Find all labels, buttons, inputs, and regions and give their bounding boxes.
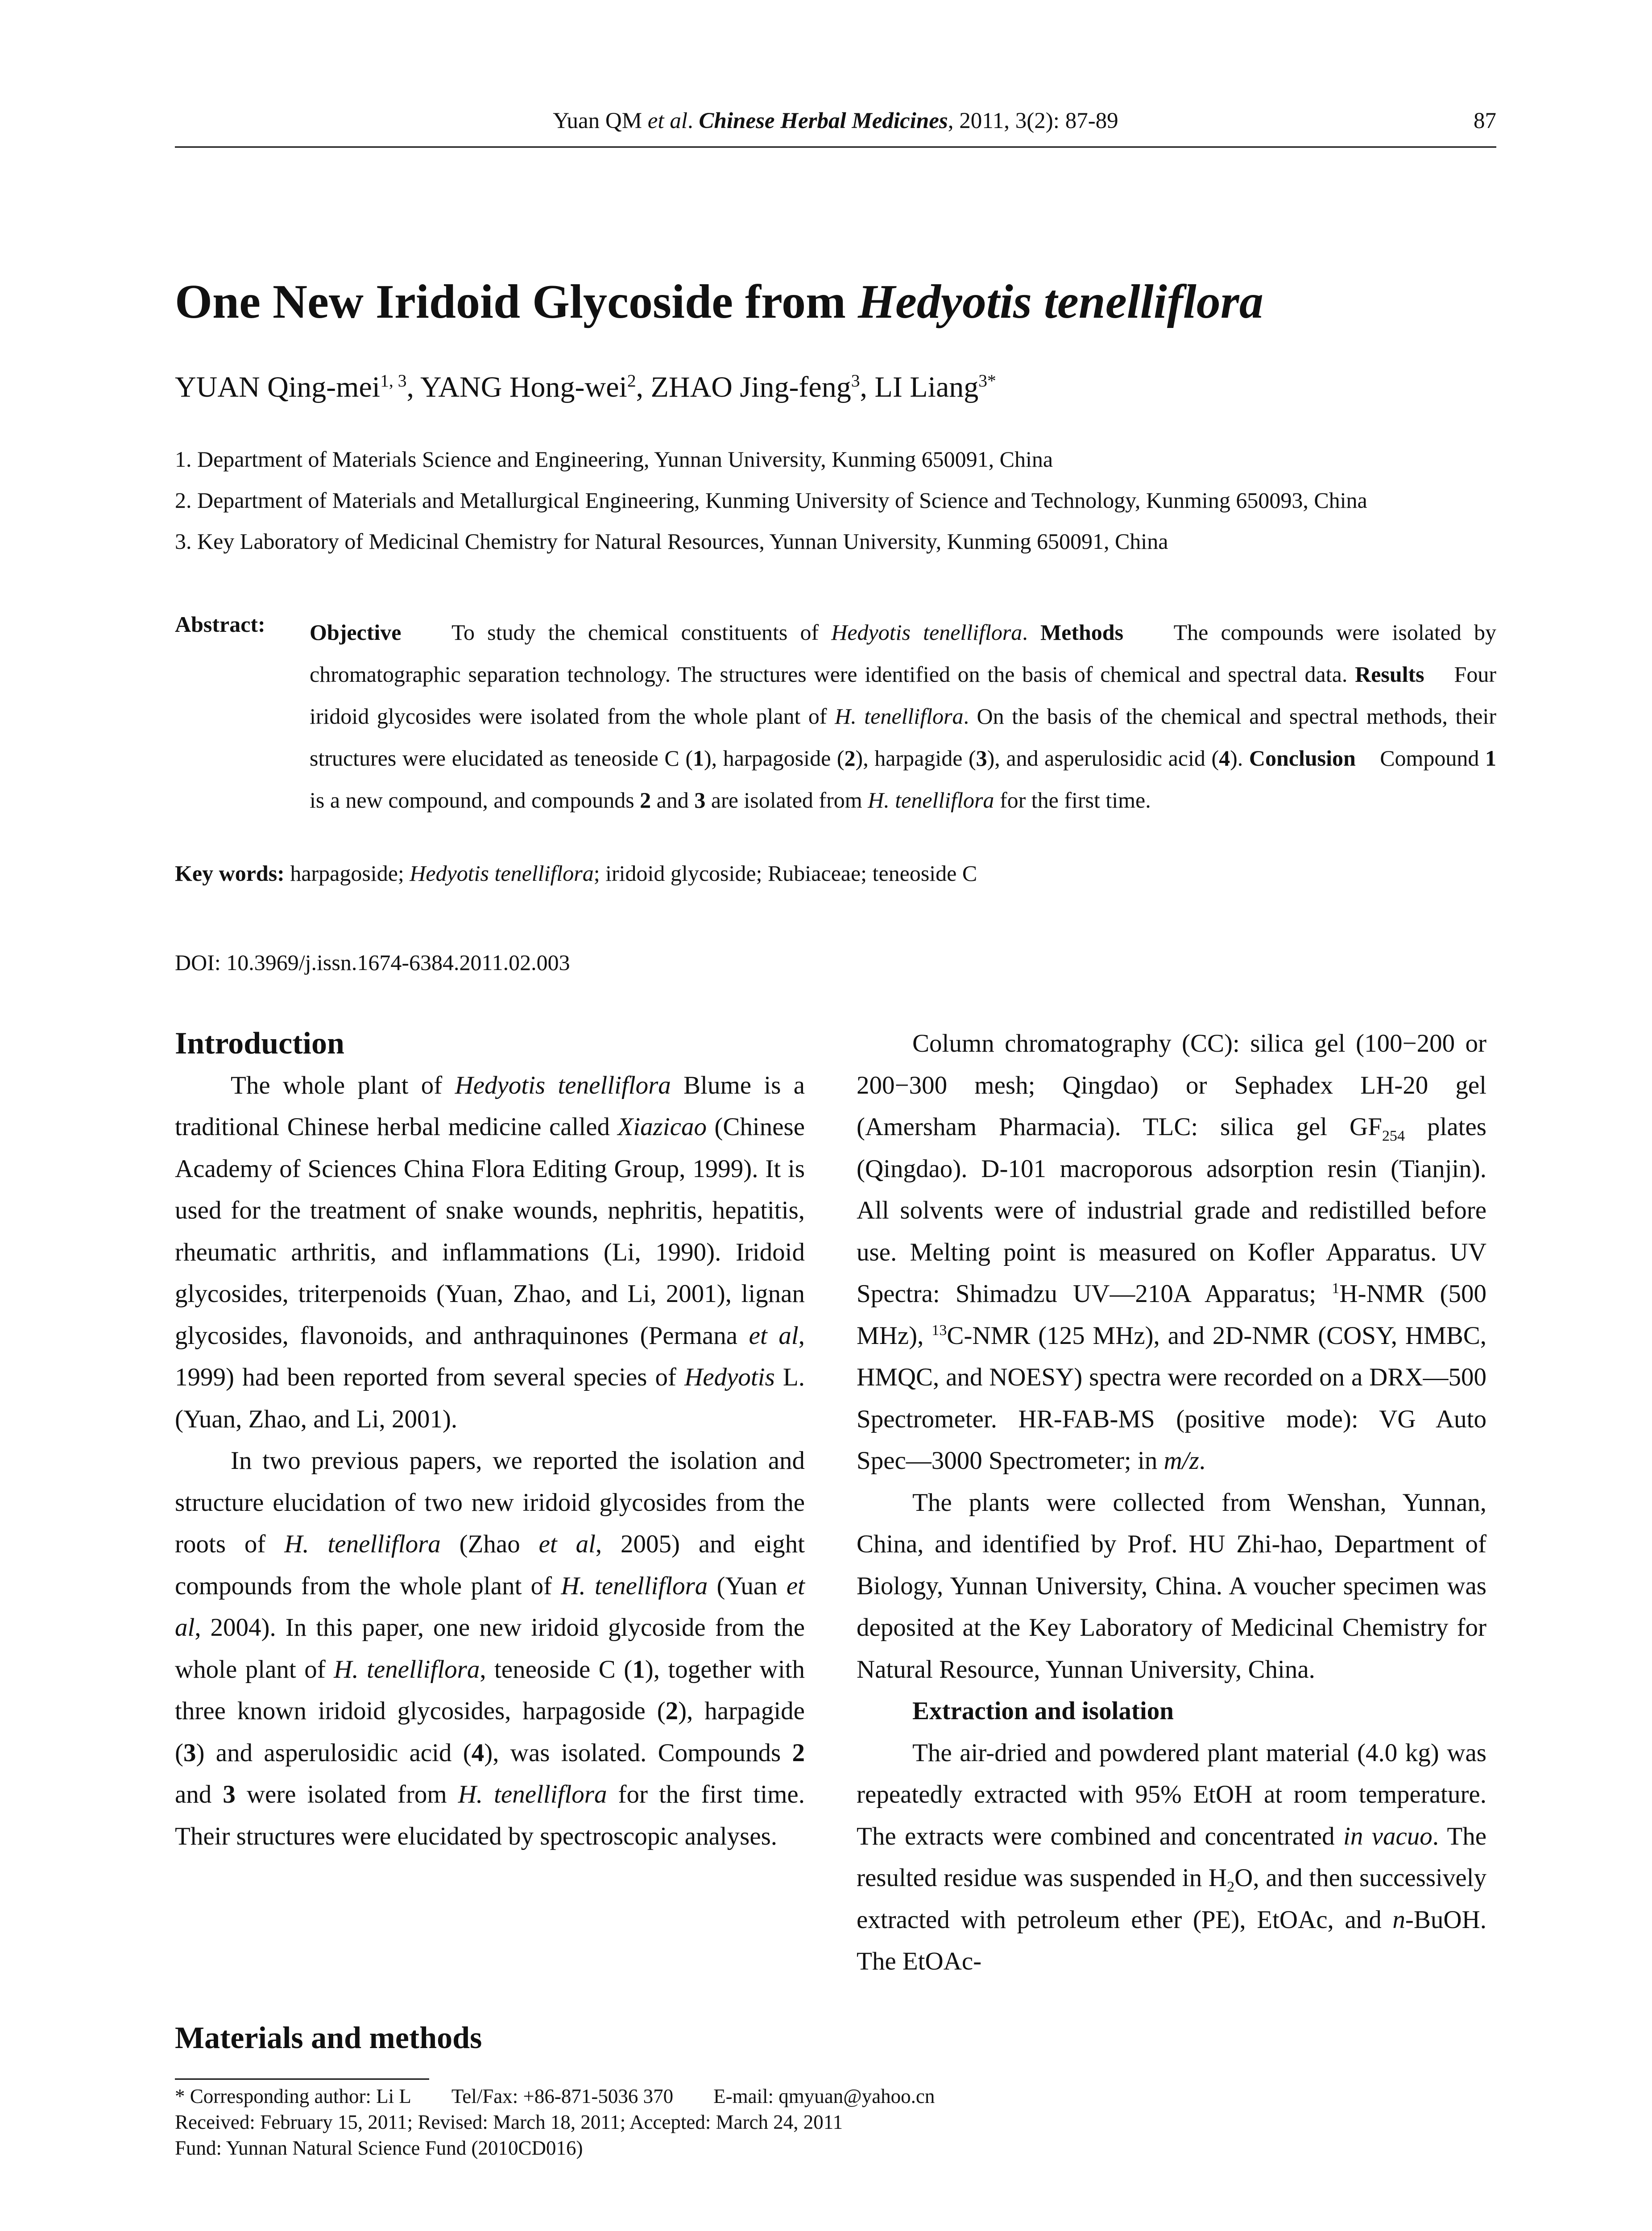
footnote-received: Received: February 15, 2011; Revised: March 18, 2011; Accepted: March 24, 2011 (175, 2111, 843, 2133)
intro-paragraph-1: The whole plant of Hedyotis tenelliflora Blume is a traditional Chinese herbal medicine called Xiazicao (Chinese Academy of Sciences China Flora Editing Group, 1999). It is used for the treatment of snake wounds, nephritis, hepatitis, rheumatic arthritis, and inflammations (Li, 1990). Iridoid glycosides, triterpenoids (Yuan, Zhao, and Li, 2001), lignan glycosides, flavonoids, and anthraquinones (Permana et al, 1999) had been reported from several species of Hedyotis L. (Yuan, Zhao, and Li, 2001). (175, 1071, 805, 1433)
extraction-heading: Extraction and isolation (912, 1697, 1174, 1725)
author: LI Liang$^{3*}$ (874, 371, 996, 403)
keywords: Key words: harpagoside; Hedyotis tenelliflora; iridoid glycoside; Rubiaceae; teneoside C (175, 861, 977, 886)
affiliation: 3. Key Laboratory of Medicinal Chemistry for Natural Resources, Yunnan University, Kunming 650091, China (175, 529, 1168, 554)
author-list (175, 370, 1496, 404)
introduction-heading: Introduction (175, 1026, 344, 1061)
methods-paragraph-2: The plants were collected from Wenshan, Yunnan, China, and identified by Prof. HU Zhi-hao, Department of Biology, Yunnan University, China. A voucher specimen was deposited at the Key Laboratory of Medicinal Chemistry for Natural Resource, Yunnan University, China. (857, 1488, 1486, 1684)
author: ZHAO Jing-feng$^3$, (650, 371, 875, 403)
left-column (175, 1023, 805, 1857)
journal-name: Chinese Herbal Medicines (699, 108, 948, 133)
right-column (857, 1023, 1486, 1982)
footnote-fund: Fund: Yunnan Natural Science Fund (2010CD016) (175, 2137, 583, 2159)
intro-paragraph-2: In two previous papers, we reported the isolation and structure elucidation of two new iridoid glycosides from the roots of H. tenelliflora (Zhao et al, 2005) and eight compounds from the whole plant of H. tenelliflora (Yuan et al, 2004). In this paper, one new iridoid glycoside from the whole plant of H. tenelliflora, teneoside C (1), together with three known iridoid glycosides, harpagoside (2), harpagide (3) and asperulosidic acid (4), was isolated. Compounds 2 and 3 were isolated from H. tenelliflora for the first time. Their structures were elucidated by spectroscopic analyses. (175, 1447, 805, 1850)
abstract-label: Abstract: (175, 612, 265, 637)
affiliation: 2. Department of Materials and Metallurgical Engineering, Kunming University of Science and Technology, Kunming 650093, China (175, 488, 1367, 513)
extraction-paragraph: The air-dried and powdered plant material (4.0 kg) was repeatedly extracted with 95% EtOH at room temperature. The extracts were combined and concentrated in vacuo. The resulted residue was suspended in $H_2O$, and then successively extracted with petroleum ether (PE), EtOAc, and n-BuOH. The EtOAc- (857, 1738, 1486, 1975)
running-head: Yuan QM et al. Chinese Herbal Medicines, 2011, 3(2): 87-89 (553, 108, 1118, 133)
page-number: 87 (1474, 108, 1496, 133)
title-species: Hedyotis tenelliflora (857, 275, 1263, 328)
methods-paragraph-1: Column chromatography (CC): silica gel (100−200 or 200−300 mesh; Qingdao) or Sephadex LH-20 gel (Amersham Pharmacia). TLC: silica gel $GF_{254}$ plates (Qingdao). D-101 macroporous adsorption resin (Tianjin). All solvents were of industrial grade and redistilled before use. Melting point is measured on Kofler Apparatus. UV Spectra: Shimadzu UV―210A Apparatus; $^1$H-NMR (500 MHz), $^{13}$C-NMR (125 MHz), and 2D-NMR (COSY, HMBC, HMQC, and NOESY) spectra were recorded on a DRX―500 Spectrometer. HR-FAB-MS (positive mode): VG Auto Spec―3000 Spectrometer; in m/z. (857, 1029, 1486, 1475)
author: YUAN Qing-mei$^{1, 3}$, (175, 371, 421, 403)
abstract-body: Objective To study the chemical constituents of Hedyotis tenelliflora. Methods The compounds were isolated by chromatographic separation technology. The structures were identified on the basis of chemical and spectral data. Results Four iridoid glycosides were isolated from the whole plant of H. tenelliflora. On the basis of the chemical and spectral methods, their structures were elucidated as teneoside C (1), harpagoside (2), harpagide (3), and asperulosidic acid (4). Conclusion Compound 1 is a new compound, and compounds 2 and 3 are isolated from H. tenelliflora for the first time. (310, 620, 1497, 813)
footnote-rule (175, 2078, 429, 2080)
doi: DOI: 10.3969/j.issn.1674-6384.2011.02.003 (175, 950, 570, 975)
author: YANG Hong-wei$^2$, (420, 371, 651, 403)
article-title: One New Iridoid Glycoside from Hedyotis tenelliflora (175, 275, 1263, 328)
header-rule (175, 146, 1496, 148)
materials-methods-heading: Materials and methods (175, 2021, 482, 2055)
footnote-corresponding: * Corresponding author: Li L Tel/Fax: +86-871-5036 370 E-mail: qmyuan@yahoo.cn (175, 2085, 935, 2107)
affiliation: 1. Department of Materials Science and Engineering, Yunnan University, Kunming 650091, China (175, 447, 1053, 472)
